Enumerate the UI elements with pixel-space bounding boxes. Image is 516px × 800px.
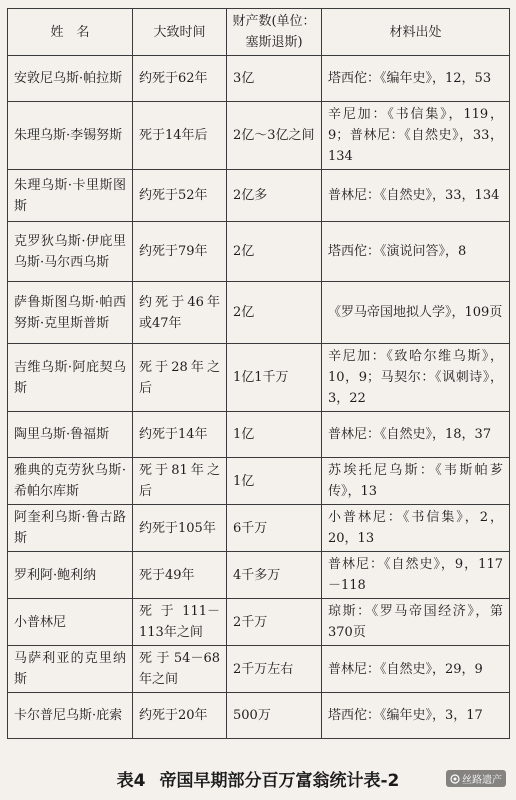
- cell-source: 小普林尼：《书信集》，2，20，13: [322, 505, 510, 552]
- cell-time: 死于54－68年之间: [133, 646, 227, 693]
- table-header-row: [8, 9, 510, 56]
- cell-source: 普林尼：《自然史》，9，117－118: [322, 552, 510, 599]
- cell-wealth: 2亿: [227, 282, 322, 344]
- cell-wealth: 2千万左右: [227, 646, 322, 693]
- table-row: [8, 102, 510, 170]
- header-source: 材料出处: [322, 9, 510, 56]
- table-row: [8, 552, 510, 599]
- cell-source: 辛尼加：《书信集》，119，9；普林尼：《自然史》，33，134: [322, 102, 510, 170]
- table-row: [8, 505, 510, 552]
- cell-time: 死于111－113年之间: [133, 599, 227, 646]
- cell-name: 小普林尼: [8, 599, 133, 646]
- cell-time: 约死于14年: [133, 412, 227, 458]
- cell-name: 雅典的克劳狄乌斯·希帕尔库斯: [8, 458, 133, 505]
- caption-title: 帝国早期部分百万富翁统计表-2: [159, 771, 400, 791]
- watermark-text: 丝路遗产: [462, 775, 502, 786]
- cell-wealth: 1亿: [227, 458, 322, 505]
- cell-time: 死于49年: [133, 552, 227, 599]
- cell-wealth: 2亿～3亿之间: [227, 102, 322, 170]
- cell-name: 萨鲁斯图乌斯·帕西努斯·克里斯普斯: [8, 282, 133, 344]
- header-time: 大致时间: [133, 9, 227, 56]
- cell-source: 辛尼加：《致哈尔维乌斯》，10，9；马契尔：《讽刺诗》，3，22: [322, 344, 510, 412]
- cell-wealth: 6千万: [227, 505, 322, 552]
- table-row: [8, 693, 510, 739]
- cell-time: 约死于62年: [133, 56, 227, 102]
- logo-icon: [450, 774, 460, 784]
- cell-name: 安敦尼乌斯·帕拉斯: [8, 56, 133, 102]
- cell-name: 罗利阿·鲍利纳: [8, 552, 133, 599]
- cell-name: 卡尔普尼乌斯·庇索: [8, 693, 133, 739]
- cell-source: 塔西佗：《演说问答》，8: [322, 222, 510, 282]
- cell-source: 《罗马帝国地拟人学》，109页: [322, 282, 510, 344]
- cell-source: 苏埃托尼乌斯：《韦斯帕芗传》，13: [322, 458, 510, 505]
- cell-wealth: 4千多万: [227, 552, 322, 599]
- cell-wealth: 500万: [227, 693, 322, 739]
- table-row: [8, 599, 510, 646]
- cell-time: 约死于46年或47年: [133, 282, 227, 344]
- cell-name: 朱理乌斯·卡里斯图斯: [8, 170, 133, 222]
- watermark: [446, 770, 506, 787]
- header-wealth: 财产数(单位：塞斯退斯): [227, 9, 322, 56]
- cell-name: 马萨利亚的克里纳斯: [8, 646, 133, 693]
- cell-wealth: 2亿多: [227, 170, 322, 222]
- cell-time: 约死于20年: [133, 693, 227, 739]
- cell-time: 约死于79年: [133, 222, 227, 282]
- cell-source: 普林尼：《自然史》，18，37: [322, 412, 510, 458]
- table-body: [8, 56, 510, 739]
- cell-source: 塔西佗：《编年史》，12，53: [322, 56, 510, 102]
- cell-source: 塔西佗：《编年史》，3，17: [322, 693, 510, 739]
- cell-wealth: 2亿: [227, 222, 322, 282]
- cell-wealth: 1亿1千万: [227, 344, 322, 412]
- cell-source: 普林尼：《自然史》，33，134: [322, 170, 510, 222]
- cell-name: 克罗狄乌斯·伊庇里乌斯·马尔西乌斯: [8, 222, 133, 282]
- table-container: [7, 8, 509, 739]
- table-row: [8, 282, 510, 344]
- table-row: [8, 56, 510, 102]
- cell-name: 陶里乌斯·鲁福斯: [8, 412, 133, 458]
- cell-wealth: 2千万: [227, 599, 322, 646]
- cell-time: 约死于105年: [133, 505, 227, 552]
- table-row: [8, 222, 510, 282]
- cell-source: 普林尼：《自然史》，29，9: [322, 646, 510, 693]
- cell-wealth: 3亿: [227, 56, 322, 102]
- cell-time: 死于14年后: [133, 102, 227, 170]
- table-row: [8, 344, 510, 412]
- table-caption: [0, 766, 516, 791]
- cell-time: 约死于52年: [133, 170, 227, 222]
- cell-name: 朱理乌斯·李锡努斯: [8, 102, 133, 170]
- cell-time: 死于28年之后: [133, 344, 227, 412]
- caption-number: 表4: [116, 771, 146, 791]
- cell-time: 死于81年之后: [133, 458, 227, 505]
- table-row: [8, 170, 510, 222]
- header-name: 姓 名: [8, 9, 133, 56]
- millionaire-table: [7, 8, 510, 739]
- cell-name: 吉维乌斯·阿庇契乌斯: [8, 344, 133, 412]
- cell-wealth: 1亿: [227, 412, 322, 458]
- table-row: [8, 412, 510, 458]
- table-row: [8, 646, 510, 693]
- table-row: [8, 458, 510, 505]
- cell-name: 阿奎利乌斯·鲁古路斯: [8, 505, 133, 552]
- cell-source: 琼斯：《罗马帝国经济》，第370页: [322, 599, 510, 646]
